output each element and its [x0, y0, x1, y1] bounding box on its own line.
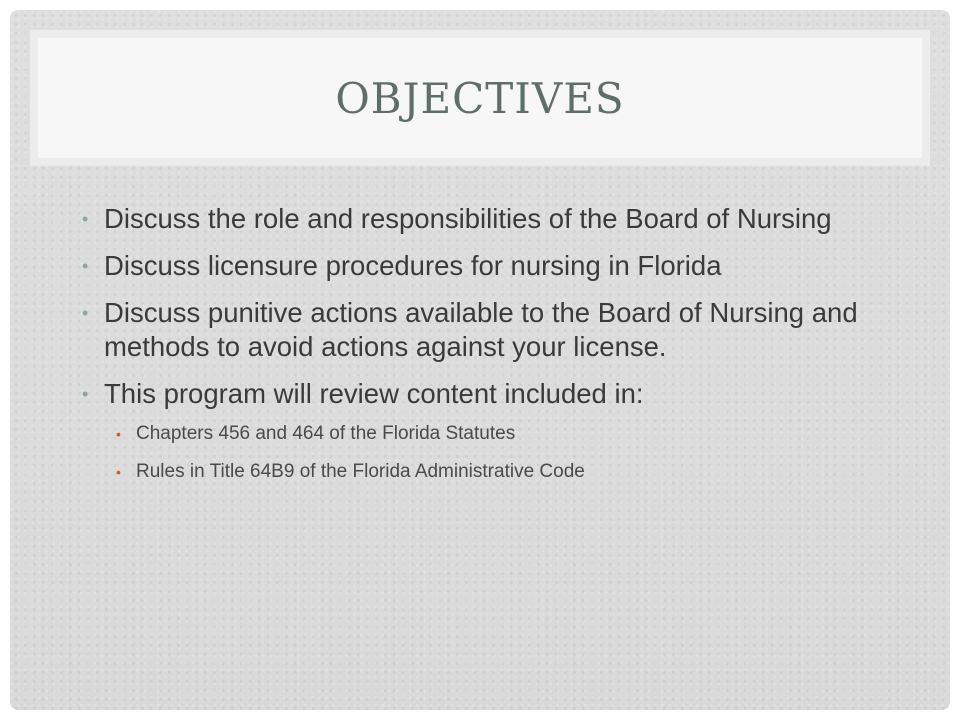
bullet-item — [82, 377, 902, 411]
bullet-text: Discuss the role and responsibilities of the Board of Nursing — [104, 203, 832, 234]
bullet-text: Discuss licensure procedures for nursing in Florida — [104, 250, 722, 281]
sub-bullet-text: Rules in Title 64B9 of the Florida Administrative Code — [136, 461, 585, 482]
sub-bullet-item — [116, 459, 902, 485]
bullet-icon: • — [82, 256, 89, 276]
title-band — [30, 30, 930, 166]
bullet-icon: • — [82, 209, 89, 229]
sub-bullet-text: Chapters 456 and 464 of the Florida Statutes — [136, 423, 516, 444]
slide — [10, 10, 950, 710]
slide-title: OBJECTIVES — [335, 73, 625, 123]
bullet-text: Discuss punitive actions available to the Board of Nursing and methods to avoid actions against your license. — [104, 297, 858, 362]
bullet-item — [82, 249, 902, 283]
title-container — [38, 38, 922, 158]
bullet-item — [82, 296, 902, 364]
bullet-icon: • — [82, 303, 89, 323]
bullet-icon: • — [82, 384, 89, 404]
bullet-item — [82, 202, 902, 236]
bullet-list — [82, 202, 902, 497]
sub-bullet-icon: • — [116, 426, 121, 442]
sub-bullet-icon: • — [116, 464, 121, 480]
sub-bullet-item — [116, 421, 902, 447]
bullet-text: This program will review content included in: — [104, 378, 644, 409]
